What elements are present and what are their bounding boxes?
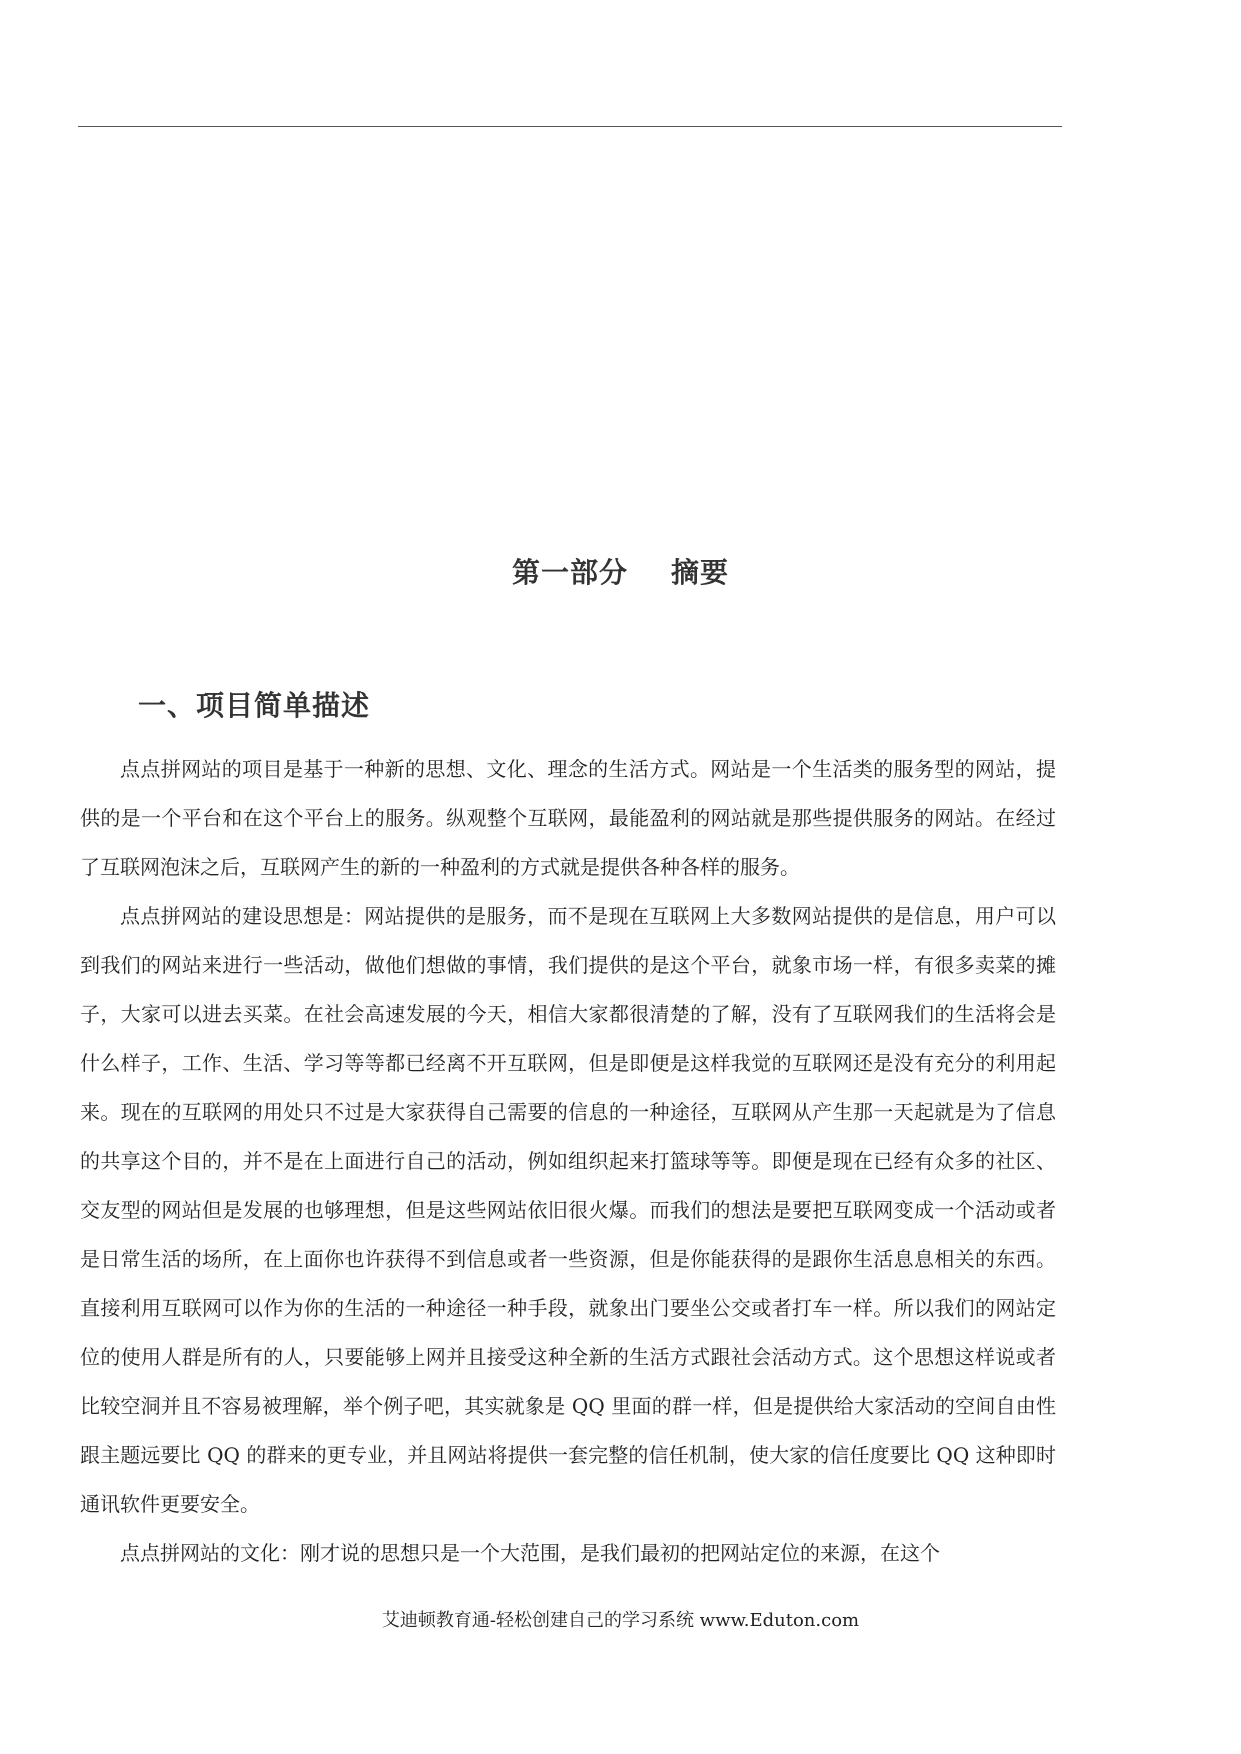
page-footer: 艾迪顿教育通-轻松创建自己的学习系统 www.Eduton.com <box>381 1610 860 1631</box>
header-divider <box>78 126 1062 127</box>
body-text <box>80 745 1056 1578</box>
paragraph-construction-idea: 点点拼网站的建设思想是：网站提供的是服务，而不是现在互联网上大多数网站提供的是信息，用户可以到我们的网站来进行一些活动，做他们想做的事情，我们提供的是这个平台，就象市场一样，有很多卖菜的摊子，大家可以进去买菜。在社会高速发展的今天，相信大家都很清楚的了解，没有了互联网我们的生活将会是什么样子，工作、生活、学习等等都已经离不开互联网，但是即便是这样我觉的互联网还是没有充分的利用起来。现在的互联网的用处只不过是大家获得自己需要的信息的一种途径，互联网从产生那一天起就是为了信息的共享这个目的，并不是在上面进行自己的活动，例如组织起来打篮球等等。即便是现在已经有众多的社区、交友型的网站但是发展的也够理想，但是这些网站依旧很火爆。而我们的想法是要把互联网变成一个活动或者是日常生活的场所，在上面你也许获得不到信息或者一些资源，但是你能获得的是跟你生活息息相关的东西。直接利用互联网可以作为你的生活的一种途径一种手段，就象出门要坐公交或者打车一样。所以我们的网站定位的使用人群是所有的人，只要能够上网并且接受这种全新的生活方式跟社会活动方式。这个思想这样说或者比较空洞并且不容易被理解，举个例子吧，其实就象是 QQ 里面的群一样，但是提供给大家活动的空间自由性跟主题远要比 QQ 的群来的更专业，并且网站将提供一套完整的信任机制，使大家的信任度要比 QQ 这种即时通讯软件更要安全。 <box>80 904 1056 1516</box>
section-heading: 一、项目简单描述 <box>138 689 371 722</box>
paragraph-website-culture: 点点拼网站的文化：刚才说的思想只是一个大范围，是我们最初的把网站定位的来源，在这个 <box>120 1541 940 1565</box>
paragraph-project-overview: 点点拼网站的项目是基于一种新的思想、文化、理念的生活方式。网站是一个生活类的服务型的网站，提供的是一个平台和在这个平台上的服务。纵观整个互联网，最能盈利的网站就是那些提供服务的网站。在经过了互联网泡沫之后，互联网产生的新的一种盈利的方式就是提供各种各样的服务。 <box>80 757 1056 879</box>
part-title: 第一部分 摘要 <box>512 556 729 589</box>
